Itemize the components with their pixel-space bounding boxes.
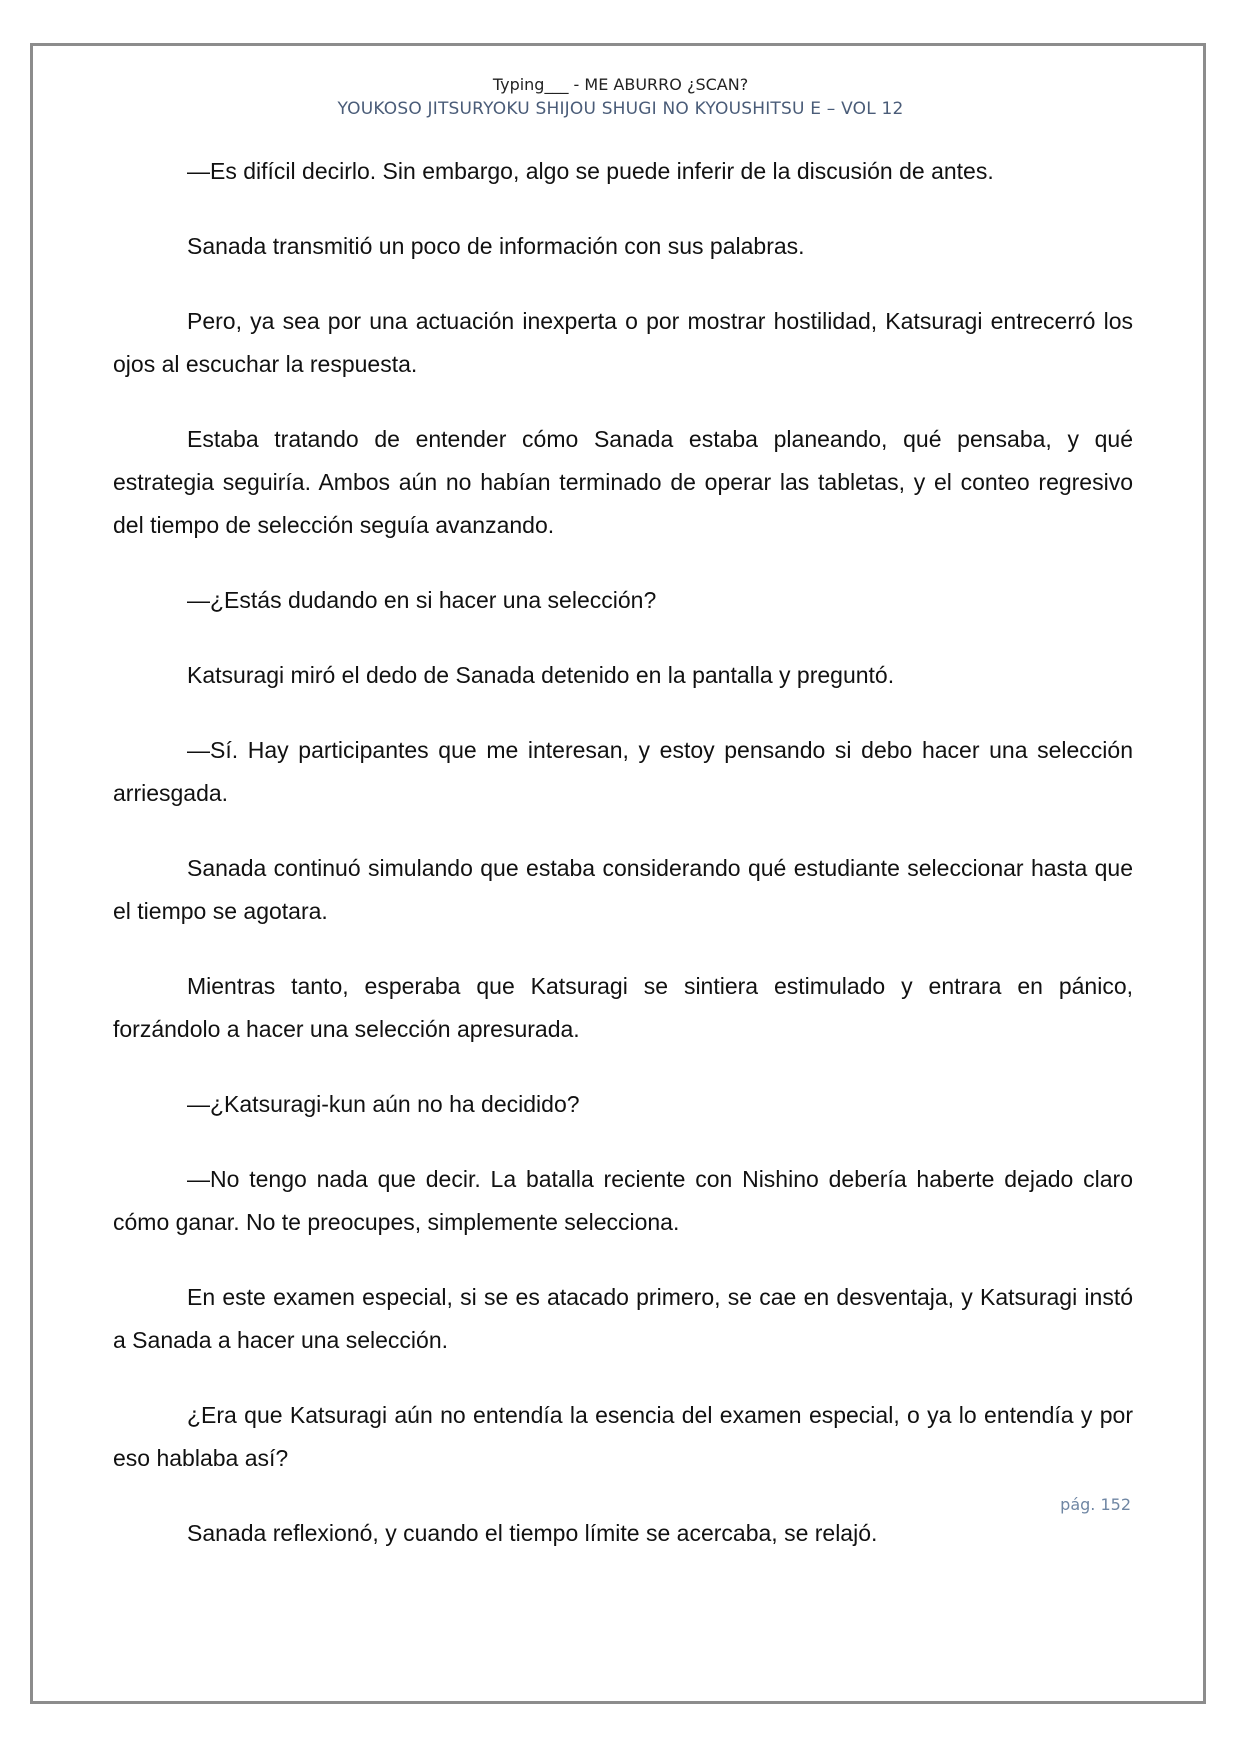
paragraph: Sanada reflexionó, y cuando el tiempo límite se acercaba, se relajó. — [187, 1520, 878, 1546]
header-title: YOUKOSO JITSURYOKU SHIJOU SHUGI NO KYOUSHITSU E – VOL 12 — [337, 99, 904, 119]
paragraph: En este examen especial, si se es atacado primero, se cae en desventaja, y Katsuragi instó a Sanada a hacer una selección. — [113, 1284, 1133, 1353]
paragraph: Estaba tratando de entender cómo Sanada estaba planeando, qué pensaba, y qué estrategia seguiría. Ambos aún no habían terminado de operar las tabletas, y el conteo regresivo del tiempo de selección seguía avanzando. — [113, 426, 1133, 538]
paragraph: —¿Estás dudando en si hacer una selección? — [187, 587, 657, 613]
paragraph: ¿Era que Katsuragi aún no entendía la esencia del examen especial, o ya lo entendía y por eso hablaba así? — [113, 1402, 1133, 1471]
paragraph: Pero, ya sea por una actuación inexperta o por mostrar hostilidad, Katsuragi entrecerró los ojos al escuchar la respuesta. — [113, 308, 1133, 377]
document-body — [113, 150, 1133, 1587]
paragraph: Sanada transmitió un poco de información con sus palabras. — [187, 233, 805, 259]
paragraph: Mientras tanto, esperaba que Katsuragi se sintiera estimulado y entrara en pánico, forzándolo a hacer una selección apresurada. — [113, 973, 1133, 1042]
page-header — [0, 74, 1241, 122]
paragraph: —No tengo nada que decir. La batalla reciente con Nishino debería haberte dejado claro cómo ganar. No te preocupes, simplemente selecciona. — [113, 1166, 1133, 1235]
page-number: pág. 152 — [1060, 1495, 1131, 1514]
paragraph: Katsuragi miró el dedo de Sanada detenido en la pantalla y preguntó. — [187, 662, 895, 688]
paragraph: —Sí. Hay participantes que me interesan, y estoy pensando si debo hacer una selección arriesgada. — [113, 737, 1133, 806]
paragraph: Sanada continuó simulando que estaba considerando qué estudiante seleccionar hasta que el tiempo se agotara. — [113, 855, 1133, 924]
paragraph: —Es difícil decirlo. Sin embargo, algo se puede inferir de la discusión de antes. — [187, 158, 994, 184]
paragraph: —¿Katsuragi-kun aún no ha decidido? — [187, 1091, 580, 1117]
header-credit: Typing___ - ME ABURRO ¿SCAN? — [492, 75, 749, 94]
